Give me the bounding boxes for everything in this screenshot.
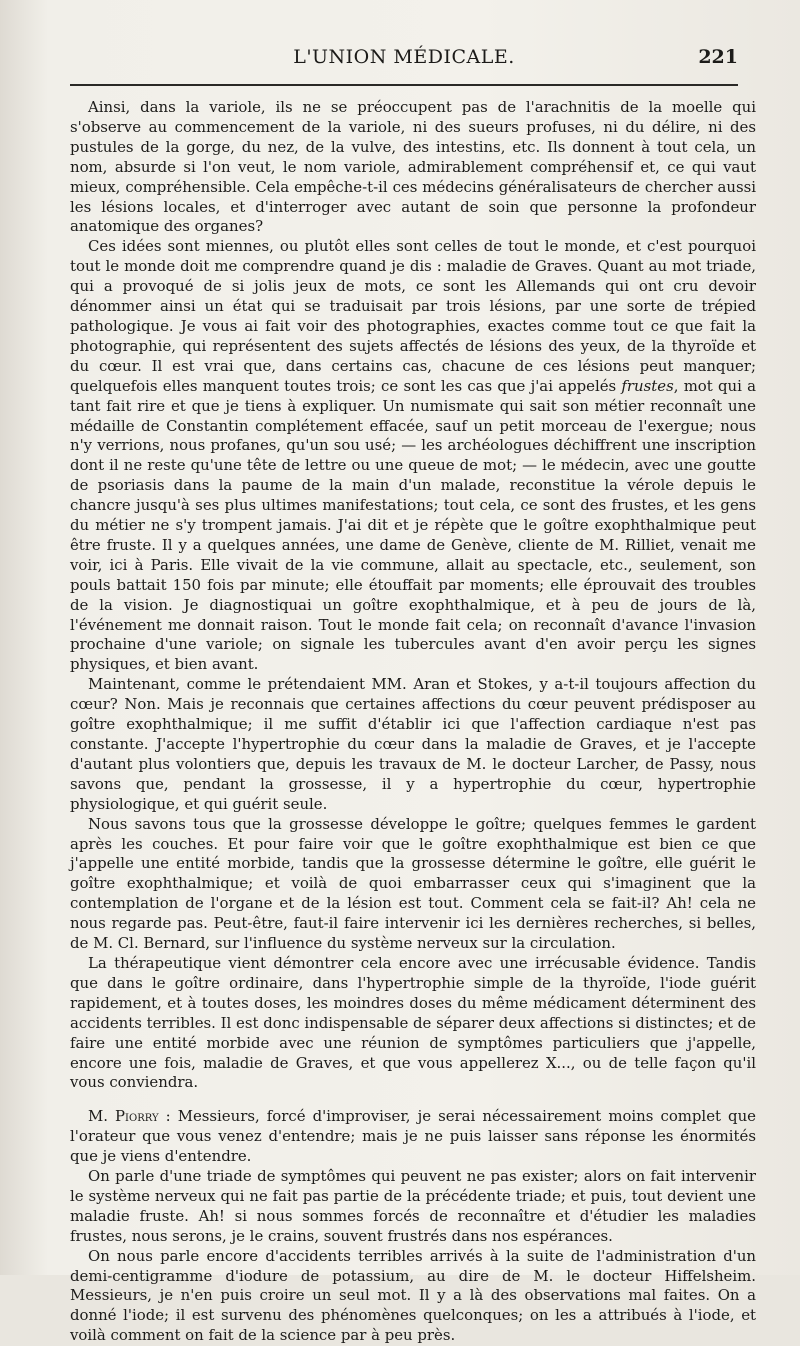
- paragraph-text-part: , mot qui a tant fait rire et que je tiens à expliquer. Un numismate qui sait son métier reconnaît une médaille de Constantin complétement effacée, sauf un petit morceau de l'exergue; nous n'y verrions, nous profanes, qu'un sou usé; — les archéologues déchiffrent une inscription dont il ne reste qu'une tête de lettre ou une queue de mot; — le médecin, avec une goutte de psoriasis dans la paume de la main d'un malade, reconstitue la vérole depuis le chancre jusqu'à ses plus ultimes manifestations; tout cela, ce sont des frustes, et les gens du métier ne s'y trompent jamais. J'ai dit et je répète que le goître exophthalmique peut être fruste. Il y a quelques années, une dame de Genève, cliente de M. Rilliet, venait me voir, ici à Paris. Elle vivait de la vie commune, allait au spectacle, etc., seulement, son pouls battait 150 fois par minute; elle étouffait par moments; elle éprouvait des troubles de la vision. Je diagnostiquai un goître exophthalmique, et à peu de jours de là, l'événement me donnait raison. Tout le monde fait cela; on reconnaît d'avance l'invasion prochaine d'une variole; on signale les tubercules avant d'en avoir perçu les signes physiques, et bien avant.: [70, 376, 757, 674]
- italic-term: frustes: [621, 376, 674, 395]
- speaker-name: M. Piorry :: [88, 1107, 171, 1126]
- paragraph-text: Ainsi, dans la variole, ils ne se préoccupent pas de l'arachnitis de la moelle qui s'observe au commencement de la variole, ni des sueurs profuses, ni du délire, ni des pustules de la gorge, du nez, de la vulve, des intestins, etc. Ils donnent à tout cela, un nom, absurde si l'on veut, le nom variole, admirablement compréhensif et, ce qui vaut mieux, compréhensible. Cela empêche-t-il ces médecins généralisateurs de chercher aussi les lésions locales, et d'interroger avec autant de soin que personne la profondeur anatomique des organes?: [70, 98, 756, 236]
- paragraph: [70, 237, 756, 675]
- paragraph-text: On nous parle encore d'accidents terribles arrivés à la suite de l'administration d'un demi-centigramme d'iodure de potassium, au dire de M. le docteur Hiffelsheim. Messieurs, je n'en puis croire un seul mot. Il y a là des observations mal faites. On a donné l'iode; il est survenu des phénomènes quelconques; on les a attribués à l'iode, et voilà comment on fait de la science par à peu près.: [70, 1246, 756, 1345]
- paragraph: [70, 815, 756, 954]
- paragraph-text: Nous savons tous que la grossesse développe le goître; quelques femmes le gardent après les couches. Et pour faire voir que le goître exophthalmique est bien ce que j'appelle une entité morbide, tandis que la grossesse détermine le goître, elle guérit le goître exophthalmique; et voilà de quoi embarrasser ceux qui s'imaginent que la contemplation de l'organe et de la lésion est tout. Comment cela se fait-il? Ah! cela ne nous regarde pas. Peut-être, faut-il faire intervenir ici les dernières recherches, si belles, de M. Cl. Bernard, sur l'influence du système nerveux sur la circulation.: [70, 814, 756, 953]
- paragraph: [70, 98, 756, 237]
- paragraph-text: On parle d'une triade de symptômes qui peuvent ne pas exister; alors on fait intervenir le système nerveux qui ne fait pas partie de la précédente triade; et puis, tout devient une maladie fruste. Ah! si nous sommes forcés de reconnaître et d'étudier les maladies frustes, nous serons, je le crains, souvent frustrés dans nos espérances.: [70, 1167, 756, 1245]
- paragraph: [70, 1247, 756, 1346]
- page-number: 221: [698, 46, 738, 68]
- header-rule: [70, 84, 738, 86]
- paragraph: [70, 1107, 756, 1167]
- running-title: L'UNION MÉDICALE.: [293, 46, 515, 68]
- page-header: [70, 44, 738, 76]
- paragraph-text: Maintenant, comme le prétendaient MM. Aran et Stokes, y a-t-il toujours affection du cœur? Non. Mais je reconnais que certaines affections du cœur peuvent prédisposer au goître exophthalmique; il me suffit d'établir ici que l'affection cardiaque n'est pas constante. J'accepte l'hypertrophie du cœur dans la maladie de Graves, et je l'accepte d'autant plus volontiers que, depuis les travaux de M. le docteur Larcher, de Passy, nous savons que, pendant la grossesse, il y a hypertrophie du cœur, hypertrophie physiologique, et qui guérit seule.: [70, 675, 756, 813]
- paragraph-text-part: Ces idées sont miennes, ou plutôt elles sont celles de tout le monde, et c'est pourquoi tout le monde doit me comprendre quand je dis : maladie de Graves. Quant au mot triade, qui a provoqué de si jolis jeux de mots, ce sont les Allemands qui ont cru devoir dénommer ainsi un état qui se traduisait par trois lésions, par une sorte de trépied pathologique. Je vous ai fait voir des photographies, exactes comme tout ce que fait la photographie, qui représentent des sujets affectés de lésions des yeux, de la thyroïde et du cœur. Il est vrai que, dans certains cas, chacune de ces lésions peut manquer; quelquefois elles manquent toutes trois; ce sont les cas que j'ai appelés: [70, 237, 756, 395]
- paragraph: [70, 954, 756, 1093]
- paragraph-text: La thérapeutique vient démontrer cela encore avec une irrécusable évidence. Tandis que dans le goître ordinaire, dans l'hypertrophie simple de la thyroïde, l'iode guérit rapidement, et à toutes doses, les moindres doses du même médicament déterminent des accidents terribles. Il est donc indispensable de séparer deux affections si distinctes; et de faire une entité morbide avec une réunion de symptômes particuliers que j'appelle, encore une fois, maladie de Graves, et que vous appellerez X..., ou de telle façon qu'il vous conviendra.: [70, 953, 756, 1092]
- paragraph: [70, 1167, 756, 1247]
- paragraph-text: Messieurs, forcé d'improviser, je serai nécessairement moins complet que l'orateur que vous venez d'entendre; mais je ne puis laisser sans réponse les énormités que je viens d'entendre.: [70, 1107, 756, 1166]
- body-text: [70, 98, 757, 1345]
- paragraph: [70, 675, 756, 814]
